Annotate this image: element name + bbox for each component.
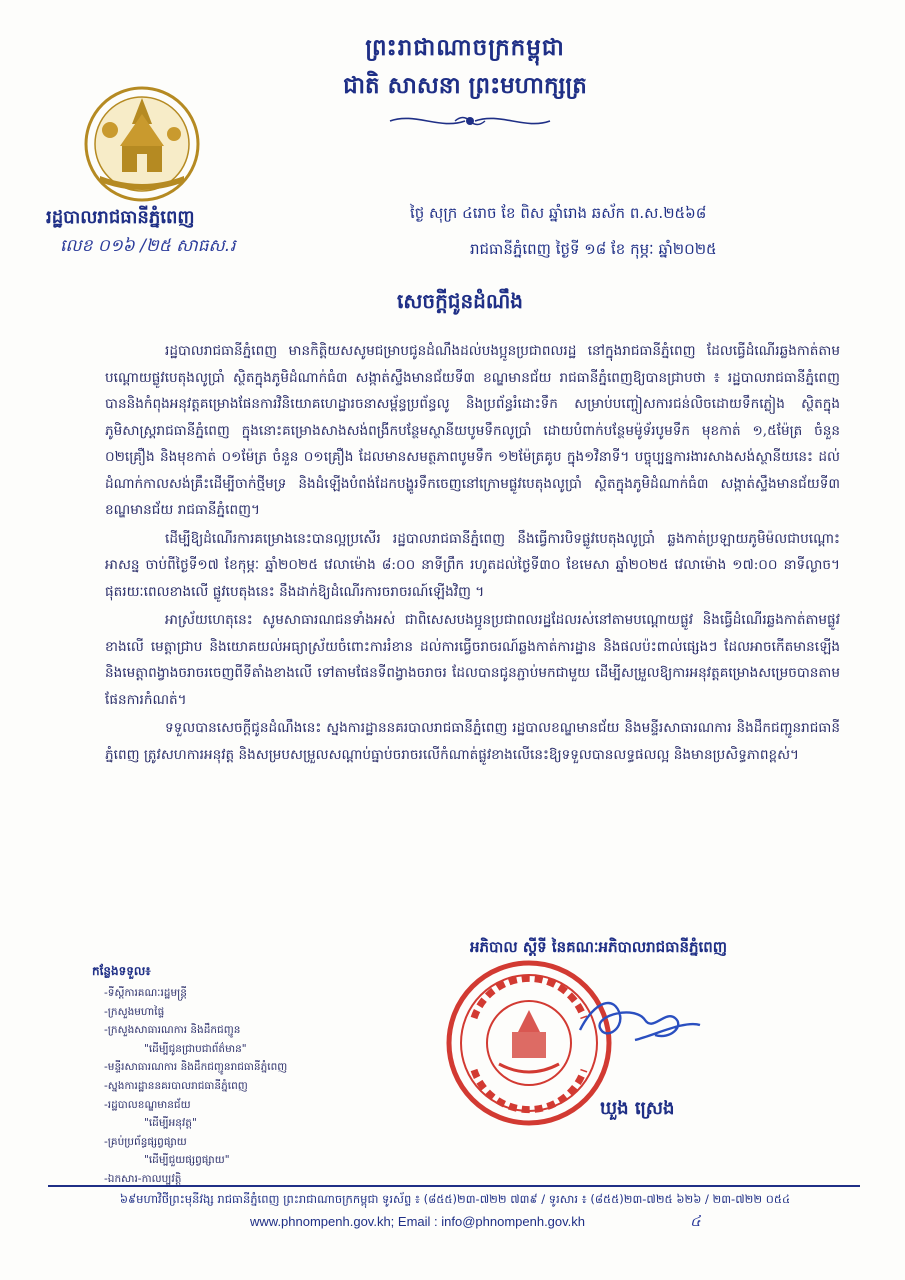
issuer-name: រដ្ឋបាលរាជធានីភ្នំពេញ <box>46 207 195 228</box>
body-paragraph: អាស្រ័យហេតុនេះ សូមសាធារណជនទាំងអស់ ជាពិសេសបងប្អូនប្រជាពលរដ្ឋដែលរស់នៅតាមបណ្តោយផ្លូវ និងធ្វើដំណើរឆ្លងកាត់តាមផ្លូវខាងលើ មេត្តាជ្រាប និងយោគយល់អធ្យាស្រ័យចំពោះការរំខាន ដល់ការធ្វើចរាចរណ៍ឆ្លងកាត់ការដ្ឋាន និងផលប៉ះពាល់ផ្សេងៗ ដែលអាចកើតមានឡើង និងមេត្តាពង្វាងចរាចរចេញពីទីតាំងខាងលើ ទៅតាមផែនទីពង្វាងចរាចរ ដែលបានជូនភ្ជាប់មកជាមួយ ដើម្បីសម្រួលឱ្យការអនុវត្តគម្រោងសម្រេចបានតាមផែនការកំណត់។ <box>105 612 840 708</box>
handwritten-signature-icon <box>575 990 705 1050</box>
phnom-penh-emblem-icon <box>82 84 202 204</box>
recipients-list <box>104 984 287 1189</box>
recipient-item: "ដើម្បីអនុវត្ត" <box>144 1117 197 1130</box>
lunar-date: ថ្ងៃ សុក្រ ៤រោច ខែ ពិស ឆ្នាំរោង ឆស័ក ព.ស.២៥៦៨ <box>410 204 707 222</box>
recipient-item: -ស្នងការដ្ឋាននគរបាលរាជធានីភ្នំពេញ <box>104 1079 248 1092</box>
page-mark: ៤ <box>690 1212 701 1230</box>
body-paragraph: ទទួលបានសេចក្តីជូនដំណឹងនេះ ស្នងការដ្ឋាននគរបាលរាជធានីភ្នំពេញ រដ្ឋបាលខណ្ឌមានជ័យ និងមន្ទីរសាធារណការ និងដឹកជញ្ជូនរាជធានីភ្នំពេញ ត្រូវសហការអនុវត្ត និងសម្របសម្រួលសណ្តាប់ធ្នាប់ចរាចរលើកំណាត់ផ្លូវខាងលើនេះឱ្យទទួលបានលទ្ធផលល្អ និងមានប្រសិទ្ធភាពខ្ពស់។ <box>105 720 840 763</box>
kingdom-heading: ព្រះរាជាណាចក្រកម្ពុជា <box>365 35 565 61</box>
body-paragraph: ដើម្បីឱ្យដំណើរការគម្រោងនេះបានល្អប្រសើរ រដ្ឋបាលរាជធានីភ្នំពេញ នឹងធ្វើការបិទផ្លូវបេតុងលូប្រាំ ឆ្លងកាត់ប្រឡាយភូមិម៉លជាបណ្តោះអាសន្ន ចាប់ពីថ្ងៃទី១៧ ខែកុម្ភៈ ឆ្នាំ២០២៥ វេលាម៉ោង ៨:០០ នាទីព្រឹក រហូតដល់ថ្ងៃទី៣០ ខែមេសា ឆ្នាំ២០២៥ វេលាម៉ោង ១៧:០០ នាទីល្ងាច។ ផុតរយៈពេលខាងលើ ផ្លូវបេតុងនេះ នឹងដាក់ឱ្យដំណើរការចរាចរណ៍ឡើងវិញ ។ <box>105 530 840 600</box>
recipient-item: -ទីស្តីការគណៈរដ្ឋមន្ត្រី <box>104 987 187 999</box>
footer-address: ៦៩មហាវិថីព្រះមុនីវង្ស រាជធានីភ្នំពេញ ព្រះរាជាណាចក្រកម្ពុជា ទូរស័ព្ទ ៖ (៨៥៥)២៣-៧២២ ៧៣៩ / ទូរសារ ៖ (៨៥៥)២៣-៧២៥ ៦២៦ / ២៣-៧២២ ០៥៤ <box>119 1192 791 1206</box>
recipient-item: "ដើម្បីជូនជ្រាបជាព័ត៌មាន" <box>144 1042 247 1055</box>
notice-body <box>105 338 840 770</box>
solar-date: រាជធានីភ្នំពេញ ថ្ងៃទី ១៨ ខែ កុម្ភៈ ឆ្នាំ២០២៥ <box>470 240 717 258</box>
body-paragraph: រដ្ឋបាលរាជធានីភ្នំពេញ មានកិត្តិយសសូមជម្រាបជូនដំណឹងដល់បងប្អូនប្រជាពលរដ្ឋ នៅក្នុងរាជធានីភ្នំពេញ ដែលធ្វើដំណើរឆ្លងកាត់តាមបណ្តោយផ្លូវបេតុងលូប្រាំ ស្ថិតក្នុងភូមិដំណាក់ធំ៣ សង្កាត់ស្ទឹងមានជ័យទី៣ ខណ្ឌមានជ័យ រាជធានីភ្នំពេញឱ្យបានជ្រាបថា ៖ រដ្ឋបាលរាជធានីភ្នំពេញ បាននិងកំពុងអនុវត្តគម្រោងផែនការវិនិយោគហេដ្ឋារចនាសម្ព័ន្ធប្រព័ន្ធលូ និងប្រព័ន្ធរំដោះទឹក សម្រាប់បញ្ចៀសការជន់លិចដោយទឹកភ្លៀង ស្ថិតក្នុងភូមិសាស្ត្ររាជធានីភ្នំពេញ ក្នុងនោះគម្រោងសាងសង់ពង្រីកបន្ថែមស្ថានីយបូមទឹកលូប្រាំ ដោយបំពាក់បន្ថែមម៉ូទ័របូមទឹក មុខកាត់ ១,៥ម៉ែត្រ ចំនួន ០២គ្រឿង និងមុខកាត់ ០១ម៉ែត្រ ចំនួន ០១គ្រឿង ដែលមានសមត្ថភាពបូមទឹក ១២ម៉ែត្រគូប ក្នុង១វិនាទី។ បច្ចុប្បន្នការងារសាងសង់ស្ថានីយនេះ ដល់ដំណាក់កាលសង់គ្រឹះដើម្បីចាក់ថ្មីមទ្រ និងដំឡើងបំពង់ដែកបង្ហូរទឹកចេញនៅក្រោមផ្លូវបេតុងលូប្រាំ ស្ថិតក្នុងភូមិដំណាក់ធំ៣ សង្កាត់ស្ទឹងមានជ័យទី៣ ខណ្ឌមានជ័យ រាជធានីភ្នំពេញ។ <box>105 343 840 518</box>
document-title: សេចក្តីជូនដំណឹង <box>397 289 523 313</box>
recipient-item: -គ្រប់ប្រព័ន្ធផ្សព្វផ្សាយ <box>104 1135 187 1148</box>
motto-heading: ជាតិ សាសនា ព្រះមហាក្សត្រ <box>343 73 587 99</box>
footer-contact-links[interactable]: www.phnompenh.gov.kh; Email : info@phnompenh.gov.kh <box>250 1214 586 1229</box>
recipient-item: -មន្ទីរសាធារណការ និងដឹកជញ្ជូនរាជធានីភ្នំពេញ <box>104 1061 288 1074</box>
ornament-divider-icon <box>385 110 555 132</box>
signatory-title: អភិបាល ស្តីទី នៃគណៈអភិបាលរាជធានីភ្នំពេញ <box>470 938 728 956</box>
recipients-label: កន្លែងទទួល៖ <box>92 964 151 978</box>
recipient-item: -រដ្ឋបាលខណ្ឌមានជ័យ <box>104 1098 191 1111</box>
recipient-item: -ក្រសួងសាធារណការ និងដឹកជញ្ជូន <box>104 1024 241 1037</box>
recipient-item: -ឯកសារ-កាលប្បវត្តិ <box>104 1172 182 1185</box>
footer-divider <box>48 1185 860 1187</box>
recipient-item: "ដើម្បីជួយផ្សព្វផ្សាយ" <box>144 1154 230 1167</box>
recipient-item: -ក្រសួងមហាផ្ទៃ <box>104 1005 165 1018</box>
signatory-name: ឃួង ស្រេង <box>600 1098 675 1119</box>
reference-number: លេខ ០១៦ /២៥ សាធស.រ <box>60 236 236 256</box>
